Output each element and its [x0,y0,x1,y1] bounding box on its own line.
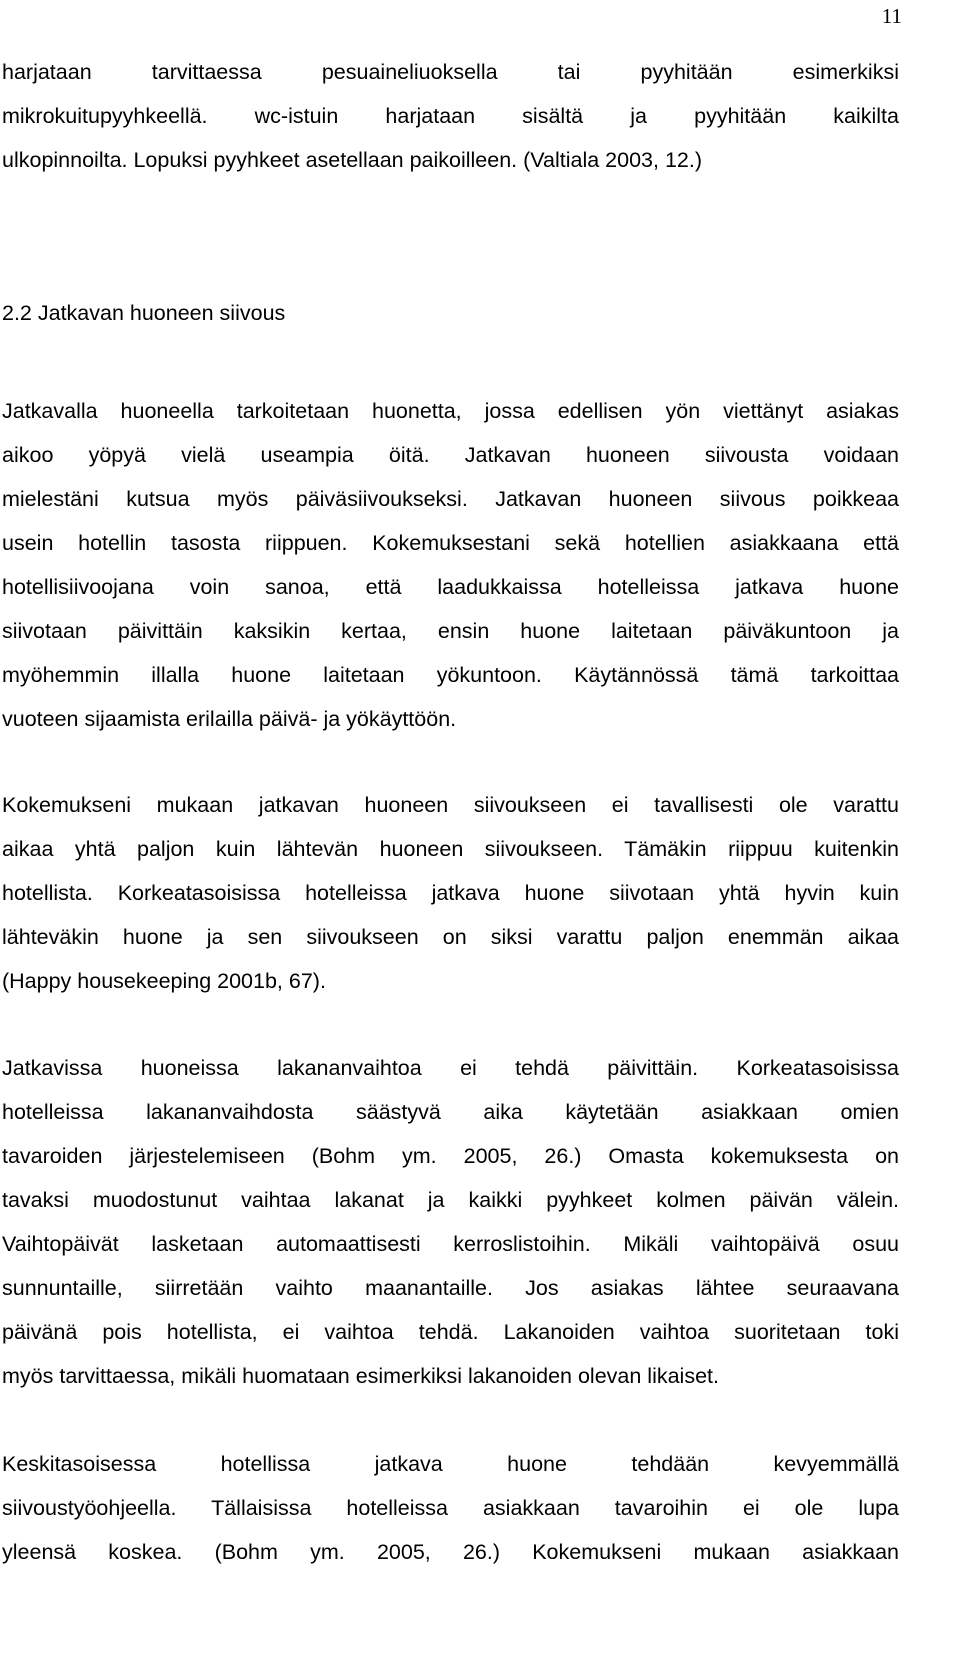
text-line: usein hotellin tasosta riippuen. Kokemuksestani sekä hotellien asiakkaana että [2,531,899,555]
text-line: aikaa yhtä paljon kuin lähtevän huoneen siivoukseen. Tämäkin riippuu kuitenkin [2,837,899,861]
text-line: harjataan tarvittaessa pesuaineliuoksella tai pyyhitään esimerkiksi [2,60,899,84]
text-line: Vaihtopäivät lasketaan automaattisesti kerroslistoihin. Mikäli vaihtopäivä osuu [2,1232,899,1256]
text-line: sunnuntaille, siirretään vaihto maanantaille. Jos asiakas lähtee seuraavana [2,1276,899,1300]
text-line: myöhemmin illalla huone laitetaan yökuntoon. Käytännössä tämä tarkoittaa [2,663,899,687]
text-line: Jatkavissa huoneissa lakananvaihtoa ei tehdä päivittäin. Korkeatasoisissa [2,1056,899,1080]
text-line: hotellista. Korkeatasoisissa hotelleissa jatkava huone siivotaan yhtä hyvin kuin [2,881,899,905]
page-number: 11 [881,4,902,28]
text-line: Keskitasoisessa hotellissa jatkava huone tehdään kevyemmällä [2,1452,899,1476]
text-line: (Happy housekeeping 2001b, 67). [2,969,326,993]
text-line: aikoo yöpyä vielä useampia öitä. Jatkavan huoneen siivousta voidaan [2,443,899,467]
text-line: mikrokuitupyyhkeellä. wc-istuin harjataan sisältä ja pyyhitään kaikilta [2,104,899,128]
text-line: myös tarvittaessa, mikäli huomataan esimerkiksi lakanoiden olevan likaiset. [2,1364,719,1388]
text-line: päivänä pois hotellista, ei vaihtoa tehdä. Lakanoiden vaihtoa suoritetaan toki [2,1320,899,1344]
text-line: siivoustyöohjeella. Tällaisissa hotelleissa asiakkaan tavaroihin ei ole lupa [2,1496,899,1520]
text-line: ulkopinnoilta. Lopuksi pyyhkeet asetellaan paikoilleen. (Valtiala 2003, 12.) [2,148,702,172]
text-line: mielestäni kutsua myös päiväsiivoukseksi. Jatkavan huoneen siivous poikkeaa [2,487,899,511]
text-line: Kokemukseni mukaan jatkavan huoneen siivoukseen ei tavallisesti ole varattu [2,793,899,817]
text-line: yleensä koskea. (Bohm ym. 2005, 26.) Kokemukseni mukaan asiakkaan [2,1540,899,1564]
text-line: Jatkavalla huoneella tarkoitetaan huonetta, jossa edellisen yön viettänyt asiakas [2,399,899,423]
text-line: hotellisiivoojana voin sanoa, että laadukkaissa hotelleissa jatkava huone [2,575,899,599]
text-line: lähteväkin huone ja sen siivoukseen on siksi varattu paljon enemmän aikaa [2,925,899,949]
section-heading: 2.2 Jatkavan huoneen siivous [2,301,286,325]
text-line: tavaksi muodostunut vaihtaa lakanat ja kaikki pyyhkeet kolmen päivän välein. [2,1188,899,1212]
text-line: vuoteen sijaamista erilailla päivä- ja yökäyttöön. [2,707,457,731]
text-line: tavaroiden järjestelemiseen (Bohm ym. 2005, 26.) Omasta kokemuksesta on [2,1144,899,1168]
text-line: hotelleissa lakananvaihdosta säästyvä aika käytetään asiakkaan omien [2,1100,899,1124]
text-line: siivotaan päivittäin kaksikin kertaa, ensin huone laitetaan päiväkuntoon ja [2,619,899,643]
